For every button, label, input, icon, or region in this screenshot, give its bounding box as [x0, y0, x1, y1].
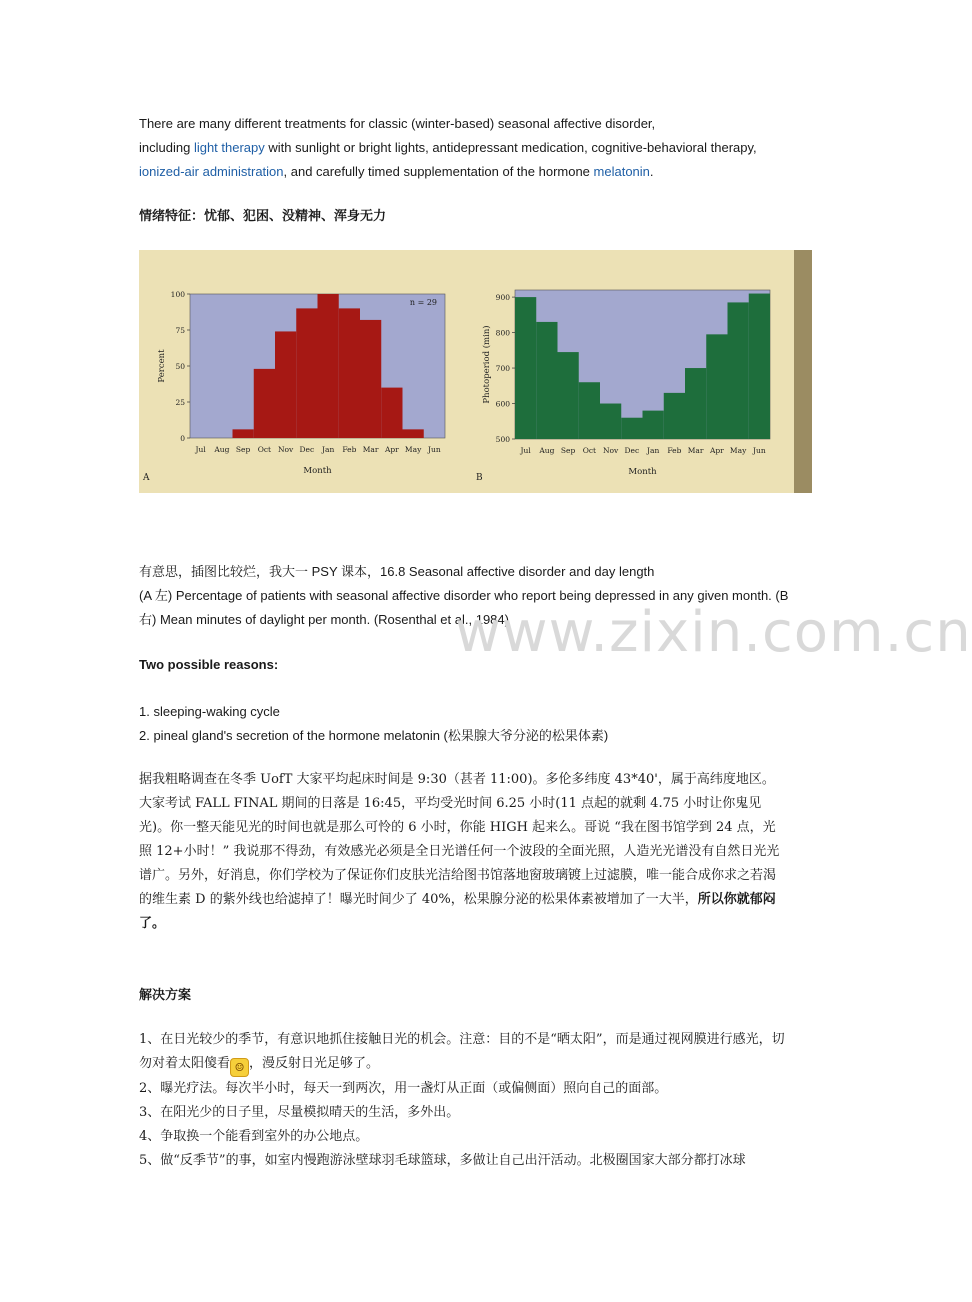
chart-a-bar — [339, 308, 360, 438]
chart-a-x-tick-label: Apr — [384, 445, 399, 454]
chart-b-bar — [643, 411, 664, 439]
light-therapy-link[interactable]: light therapy — [193, 140, 265, 155]
chart-b-x-tick-label: Dec — [624, 446, 640, 455]
intro-paragraph — [139, 112, 789, 184]
chart-a-bar — [318, 294, 339, 438]
solution-item-1-text-a: 1、在日光较少的季节，有意识地抓住接触日光的机会。注意：目的不是“晒太阳”，而是通过视网膜进行感光，切勿对着太阳傻看 — [139, 1032, 785, 1071]
chart-b-y-tick-label: 500 — [495, 435, 510, 444]
chart-b-x-tick-label: Aug — [539, 446, 555, 455]
chart-b-bar — [536, 322, 557, 439]
chart-b-y-tick-label: 900 — [495, 293, 510, 303]
melatonin-link[interactable]: melatonin — [593, 164, 650, 179]
solution-item-2: 2、曝光疗法。每次半小时，每天一到两次，用一盏灯从正面（或偏侧面）照向自己的面部。 — [139, 1081, 668, 1096]
body-paragraph-text: 据我粗略调查在冬季 UofT 大家平均起床时间是 9:30（甚者 11:00)。多伦多纬度 43*40'，属于高纬度地区。大家考试 FALL FINAL 期间的日落是 16:45，平均受光时间 6.25 小时(11 点起的就剩 4.75 小时让你鬼见光)。你一整天能见光的时间也就是那么可怜的 6 小时，你能 HIGH 起来么。哥说 “我在图书馆学到 24 点，光照 12+小时！” 我说那不得劲，有效感光必须是全日光谱任何一个波段的全面光照，人造光光谱没有自然日光光谱广。另外，好消息，你们学校为了保证你们皮肤光洁给图书馆落地窗玻璃镀上过滤膜，唯一能合成你求之若渴的维生素 D 的紫外线也给滤掉了！曝光时间少了 40%，松果腺分泌的松果体素被增加了一大半， — [139, 772, 780, 907]
chart-b-x-tick-label: Nov — [602, 446, 619, 455]
chart-b-x-axis-label: Month — [628, 467, 657, 477]
chart-a-bar — [275, 331, 296, 438]
solutions-heading: 解决方案 — [139, 988, 192, 1003]
chart-a-bar — [403, 429, 424, 438]
chart-b-bar — [664, 393, 685, 439]
ionized-air-link[interactable]: ionized-air administration — [139, 164, 284, 179]
chart-b-x-tick-label: Sep — [560, 446, 576, 455]
chart-b-x-tick-label: Oct — [582, 446, 597, 455]
chart-b-y-tick-label: 600 — [495, 399, 510, 409]
chart-b-x-tick-label: Jan — [646, 446, 660, 455]
chart-a-x-tick-label: Dec — [299, 445, 315, 454]
reasons-list — [139, 700, 789, 748]
solution-item-1-text-b: ，漫反射日光足够了。 — [249, 1056, 380, 1071]
chart-a-bar — [254, 369, 275, 438]
chart-b-bar — [685, 368, 706, 439]
smile-emoji-icon: ☺ — [230, 1058, 249, 1077]
chart-a-x-tick-label: Nov — [277, 445, 294, 454]
figure-caption — [139, 560, 789, 632]
intro-text-2: including — [139, 140, 194, 155]
reason-item-2: 2. pineal gland's secretion of the hormone melatonin (松果腺大爷分泌的松果体素) — [139, 728, 609, 743]
solution-item-1 — [139, 1028, 787, 1077]
chart-b-bar — [706, 334, 727, 439]
chart-a-x-tick-label: Sep — [235, 445, 251, 454]
chart-a-y-tick-label: 50 — [175, 362, 185, 371]
chart-a-x-tick-label: Jun — [428, 445, 441, 454]
watermark: www.zixin.com.cn — [455, 600, 972, 665]
chart-a-y-tick-label: 25 — [175, 398, 185, 407]
chart-a-bar — [296, 308, 317, 438]
figure — [139, 250, 812, 493]
chart-b-x-tick-label: Mar — [687, 446, 704, 455]
chart-a-x-tick-label: May — [404, 445, 422, 454]
chart-a-x-tick-label: Jul — [195, 445, 206, 454]
chart-a-x-tick-label: Aug — [214, 445, 230, 454]
chart-b-x-tick-label: Jul — [520, 446, 531, 455]
chart-b-bar — [728, 302, 749, 439]
body-paragraph-bold: 所以你就郁闷了。 — [139, 892, 776, 931]
chart-b-bar — [515, 297, 536, 439]
solution-item-4: 4、争取换一个能看到室外的办公地点。 — [139, 1129, 369, 1144]
figure-spine-shadow — [794, 250, 812, 493]
chart-a-x-tick-label: Mar — [362, 445, 379, 454]
chart-a-x-tick-label: Oct — [257, 445, 272, 454]
chart-b-bar — [579, 382, 600, 439]
intro-text-5: . — [649, 164, 654, 179]
chart-a-bar — [360, 320, 381, 438]
body-paragraph — [139, 768, 787, 936]
chart-b-y-tick-label: 800 — [495, 328, 510, 338]
intro-text-4: , and carefully timed supplementation of the hormone — [283, 164, 594, 179]
chart-a-y-tick-label: 0 — [180, 434, 185, 443]
chart-a-y-axis-label: Percent — [157, 349, 167, 383]
reason-item-1: 1. sleeping-waking cycle — [139, 704, 280, 719]
chart-b-bar — [621, 418, 642, 439]
mood-heading: 情绪特征：忧郁、犯困、没精神、浑身无力 — [139, 209, 387, 224]
solution-item-3: 3、在阳光少的日子里，尽量模拟晴天的生活，多外出。 — [139, 1105, 460, 1120]
chart-a-bar — [233, 429, 254, 438]
chart-b-x-tick-label: Jun — [753, 446, 766, 455]
figure-charts — [139, 250, 812, 493]
chart-b-y-tick-label: 700 — [495, 364, 510, 374]
intro-text-1: There are many different treatments for classic (winter-based) seasonal affective disorder, — [139, 116, 656, 131]
chart-b-bar — [749, 294, 770, 439]
caption-line-1: 有意思，插图比较烂，我大一 PSY 课本，16.8 Seasonal affective disorder and day length — [139, 564, 655, 579]
chart-a-annotation: n = 29 — [409, 298, 437, 307]
chart-b-bar — [558, 352, 579, 439]
panel-b-label: B — [476, 473, 483, 483]
intro-text-3: with sunlight or bright lights, antidepressant medication, cognitive-behavioral therapy, — [264, 140, 757, 155]
chart-b-y-axis-label: Photoperiod (min) — [482, 325, 492, 404]
chart-b-bar — [600, 404, 621, 439]
chart-b-x-tick-label: Feb — [667, 446, 682, 455]
chart-a-y-tick-label: 100 — [170, 290, 185, 299]
chart-b-x-tick-label: May — [729, 446, 747, 455]
reasons-heading: Two possible reasons: — [139, 657, 279, 672]
solutions-list — [139, 1028, 787, 1173]
chart-a-bar — [381, 388, 402, 438]
chart-a-x-axis-label: Month — [303, 466, 332, 476]
solution-item-5: 5、做“反季节”的事，如室内慢跑游泳壁球羽毛球篮球，多做让自己出汗活动。北极圈国家大部分都打冰球 — [139, 1153, 746, 1168]
chart-b-x-tick-label: Apr — [709, 446, 724, 455]
caption-line-2: (A 左) Percentage of patients with seasonal affective disorder who report being depressed in any given month. (B 右) Mean minutes of daylight per month. (Rosenthal et al., 1984) — [139, 588, 789, 627]
chart-a-x-tick-label: Jan — [321, 445, 335, 454]
panel-a-label: A — [143, 473, 150, 483]
chart-a-y-tick-label: 75 — [175, 326, 185, 335]
chart-a-x-tick-label: Feb — [342, 445, 357, 454]
